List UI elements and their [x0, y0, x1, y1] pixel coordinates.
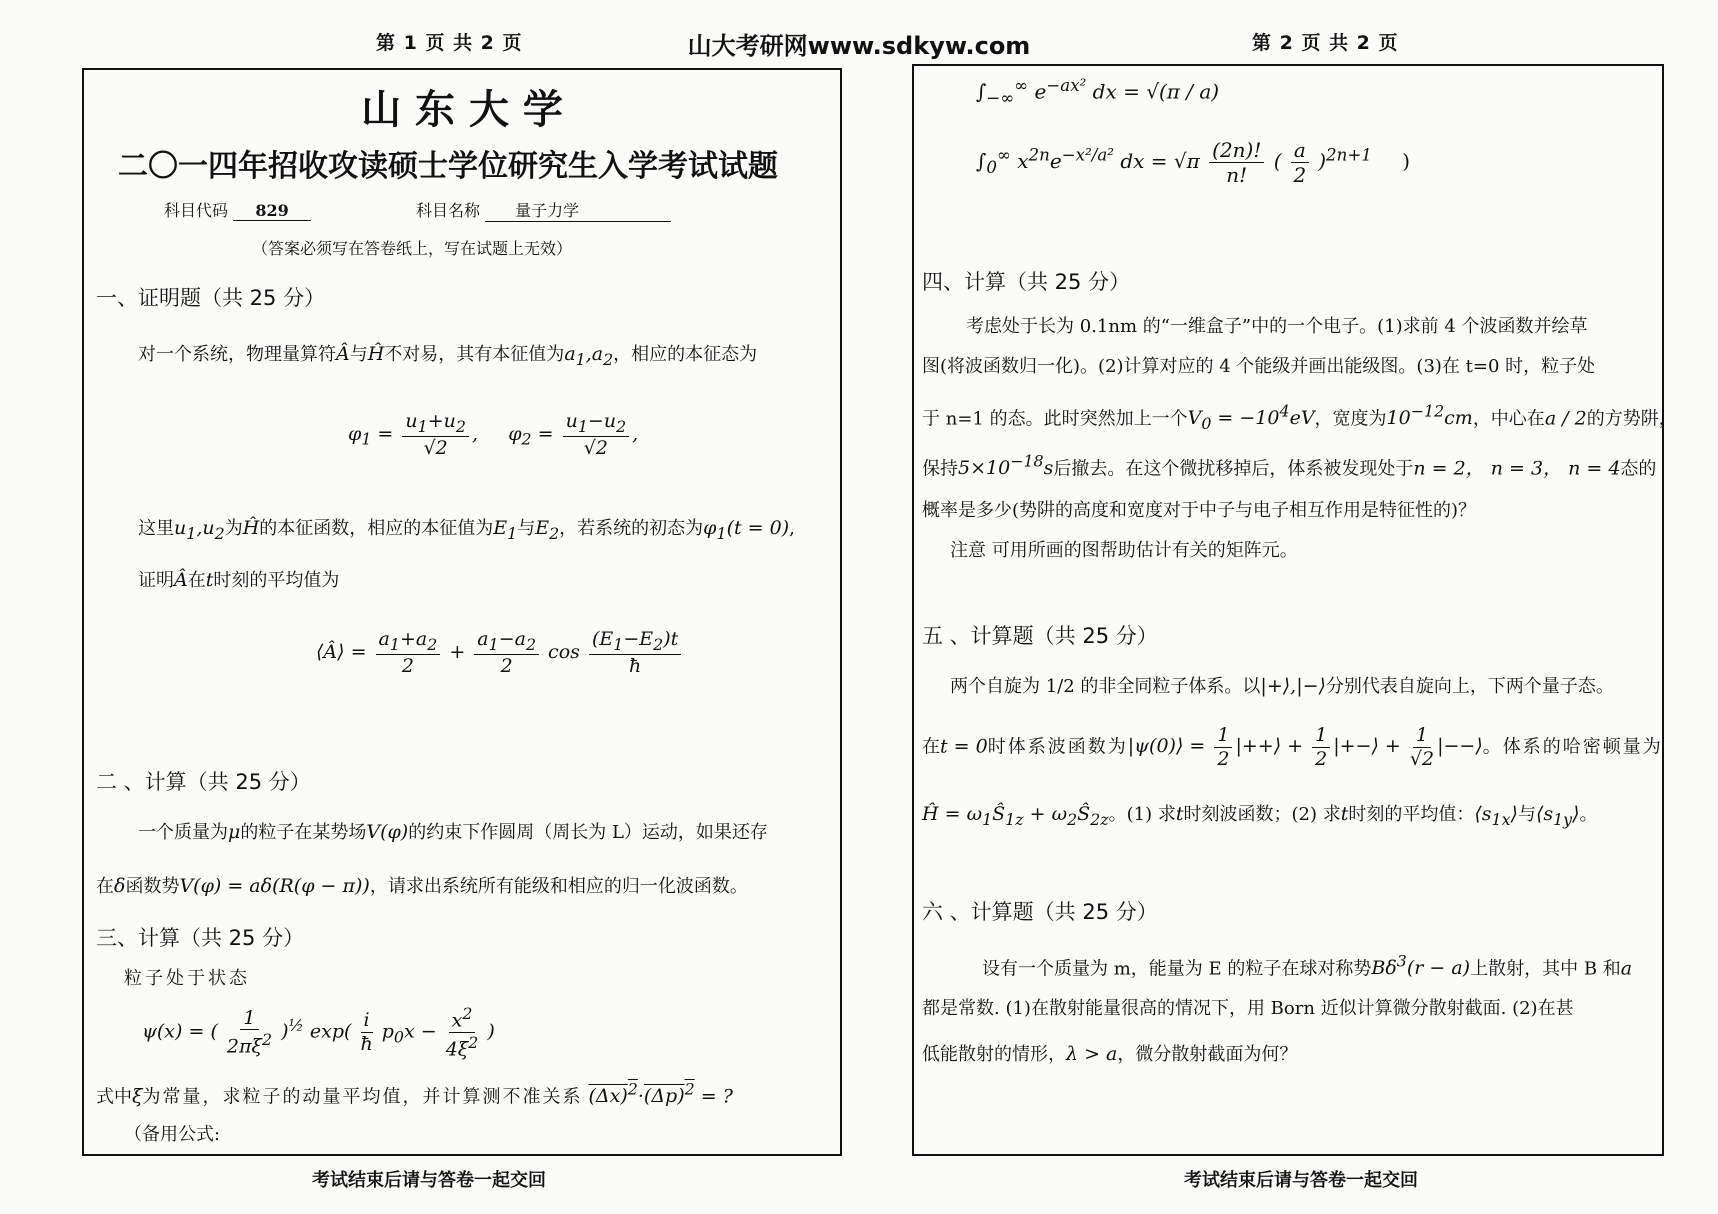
q2-text: ，请求出系统所有能级和相应的归一化波函数。 [369, 876, 748, 897]
page1-frame [82, 68, 842, 1156]
q1-title: 一、证明题（共 25 分） [96, 286, 326, 310]
q1-text: 时刻的平均值为 [213, 570, 340, 591]
q2-text: 一个质量为 [138, 822, 228, 843]
gaussian-integral-2: $\int_0^\infty$ $x^{2n}e^{-x^2/a^2}$ dx = √π $\frac{(2n)!}{n!}$ ( $\frac{a}{2}$ )$^{2n+1}$ ) [976, 138, 1411, 187]
site-title: 山大考研网www.sdkyw.com [687, 32, 1031, 60]
page1-footer: 考试结束后请与答卷一起交回 [312, 1170, 546, 1191]
subject-name-row [416, 198, 671, 222]
initial-wavefunction: |ψ(0)⟩ = $\frac{1}{2}$ |++⟩ + $\frac{1}{2}$ |+−⟩ + $\frac{1}{√2}$ |−−⟩ [1127, 724, 1483, 770]
q5-text: 在 [922, 736, 940, 758]
time-zero: t = 0 [940, 735, 988, 758]
q4-line4 [922, 452, 1656, 480]
potential-V: V(φ) [366, 821, 409, 843]
q1-text: 在 [187, 570, 206, 591]
var-t: t [1175, 803, 1184, 825]
q2-line2 [96, 872, 748, 898]
q5-text: 与 [1517, 804, 1536, 825]
q2-text: 函数势 [125, 876, 180, 897]
well-center: a / 2 [1544, 407, 1587, 430]
delta-shell-potential: $B\delta^3(r - a)$ [1371, 952, 1471, 980]
eigenstates-formula: $\varphi_1$ = $\frac{u_1+u_2}{√2}$ , $\varphi_2$ = $\frac{u_1-u_2}{√2}$ , [348, 410, 639, 459]
spin-kets: |+⟩,|−⟩ [1260, 675, 1326, 697]
q5-line3: Ĥ = $\omega_1Ŝ_{1z}$ + $\omega_2Ŝ_{2z}$。(1) 求t时刻波函数；(2) 求t时刻的平均值：$⟨s_{1x}⟩$与$⟨s_{1y}⟩$。 [922, 803, 1598, 829]
q5-text: 时体系波函数为 [987, 736, 1128, 758]
q5-text: 两个自旋为 1/2 的非全同粒子体系。以 [950, 676, 1261, 697]
functions-u: $u_1,u_2$ [174, 517, 225, 543]
q4-text: ，宽度为 [1314, 408, 1387, 430]
q2-title: 二 、计算（共 25 分） [96, 770, 311, 794]
op-A: Â [174, 569, 188, 591]
q5-title: 五 、计算题（共 25 分） [922, 624, 1158, 648]
avg-s1x: $⟨s_{1x}⟩$ [1474, 803, 1518, 829]
op-H: Ĥ [242, 517, 260, 539]
duration: $5\times 10^{-18}s$ [958, 452, 1054, 480]
q1-text: 为 [224, 518, 243, 539]
code-value: 829 [233, 201, 311, 221]
q6-text: 上散射，其中 B 和 [1470, 958, 1621, 980]
q3-text: 为常量，求粒子的动量平均值，并计算测不准关系 [142, 1086, 583, 1108]
lambda-condition: λ > a [1066, 1043, 1118, 1065]
var-t: t [205, 569, 214, 591]
q3-text: 式中 [96, 1086, 132, 1108]
q4-text: 于 n=1 的态。此时突然加上一个 [922, 408, 1188, 430]
q6-text: ，微分散射截面为何？ [1117, 1044, 1298, 1065]
q3-title: 三、计算（共 25 分） [96, 926, 305, 950]
q4-text: 后撤去。在这个微扰移掉后，体系被发现处于 [1053, 458, 1414, 480]
q3-question [96, 1080, 733, 1108]
q1-condition: 这里$u_1,u_2$为Ĥ的本征函数，相应的本征值为$E_1$与$E_2$，若系统的初态为$\varphi_1(t = 0)$, [138, 517, 795, 543]
op-A: Â [336, 343, 350, 365]
q6-text: 低能散射的情形， [922, 1044, 1066, 1065]
q6-line3 [922, 1040, 1297, 1066]
q1-text: 与 [349, 344, 368, 365]
q1-prove [138, 566, 339, 592]
q4-text: 的方势阱， [1586, 408, 1677, 430]
answer-notice: （答案必须写在答卷纸上，写在试题上无效） [252, 239, 573, 258]
page2-header: 第 2 页 共 2 页 [1252, 32, 1399, 54]
q6-text: 设有一个质量为 m，能量为 E 的粒子在球对称势 [982, 958, 1372, 980]
subject-code-row [164, 198, 311, 221]
delta-potential: V(φ) = aδ(R(φ − π)) [179, 875, 370, 897]
op-H: Ĥ [367, 343, 385, 365]
uncertainty-relation: $(\Delta x)^2\cdot(\Delta p)^2$ = ? [588, 1080, 733, 1108]
q1-text: 的本征函数，相应的本征值为 [259, 518, 494, 539]
avg-s1y: $⟨s_{1y}⟩$ [1535, 803, 1580, 829]
q4-note: 注意 可用所画的图帮助估计有关的矩阵元。 [950, 540, 1298, 561]
q3-formula-note: （备用公式: [124, 1124, 221, 1145]
hamiltonian: Ĥ = $\omega_1Ŝ_{1z}$ + $\omega_2Ŝ_{2z}$ [922, 803, 1109, 829]
q5-text: 分别代表自旋向上，下两个量子态。 [1325, 676, 1614, 697]
page2-frame [912, 64, 1664, 1156]
q6-line2: 都是常数. (1)在散射能量很高的情况下，用 Born 近似计算微分散射截面. (2)在甚 [922, 998, 1574, 1019]
q3-state-label: 粒子处于状态 [124, 968, 250, 989]
initial-state: $\varphi_1(t = 0)$ [703, 517, 790, 543]
q4-title: 四、计算（共 25 分） [922, 270, 1131, 294]
q4-line5: 概率是多少(势阱的高度和宽度对于中子与电子相互作用是特征性的)？ [922, 500, 1477, 521]
q1-text: ，若系统的初态为 [559, 518, 704, 539]
code-label: 科目代码 [164, 201, 229, 220]
q1-text: 对一个系统，物理量算符 [138, 344, 336, 365]
const-a: a [1620, 957, 1633, 980]
q4-text: 保持 [922, 458, 958, 480]
page1-header: 第 1 页 共 2 页 [376, 32, 523, 54]
energy-E2: $E_2$ [535, 517, 560, 543]
gaussian-integral-1: $\int_{-\infty}^\infty$ $e^{-ax^2}$ dx = √(π / a) [976, 76, 1220, 108]
wavefunction-formula: ψ(x) = ( $\frac{1}{2\pi\xi^2}$ )$^{\frac{1}{2}}$ exp( $\frac{i}{ħ}$ $p_0x$ − $\frac{x^2}{4\xi^2}$ ) [142, 1004, 495, 1061]
q5-text: 时刻波函数；(2) 求 [1183, 804, 1341, 825]
q1-text: 不对易，其有本征值为 [384, 344, 565, 365]
average-A-formula: ⟨Â⟩ = $\frac{a_1+a_2}{2}$ + $\frac{a_1-a_2}{2}$ cos $\frac{(E_1-E_2)t}{ħ}$ [316, 628, 684, 678]
q4-line1: 考虑处于长为 0.1nm 的“一维盒子”中的一个电子。(1)求前 4 个波函数并绘草 [966, 316, 1588, 337]
q2-text: 在 [96, 876, 114, 897]
var-t: t [1340, 803, 1349, 825]
well-depth: $V_0 = -10^4eV$ [1187, 402, 1315, 434]
q4-text: 态的 [1620, 458, 1657, 480]
q1-text: 证明 [138, 570, 174, 591]
q1-intro [138, 340, 757, 369]
subject-value: 量子力学 [485, 198, 671, 222]
q6-line1 [982, 952, 1632, 980]
q4-line3 [922, 402, 1677, 433]
q5-line1 [950, 672, 1614, 698]
page2-footer: 考试结束后请与答卷一起交回 [1184, 1170, 1418, 1191]
q1-text: 与 [517, 518, 536, 539]
q2-line1 [138, 818, 768, 844]
eigenvalues-a: $a_1,a_2$ [564, 343, 614, 369]
mass-mu: μ [228, 821, 241, 843]
states-n: n = 2， n = 3， n = 4 [1413, 457, 1621, 480]
q4-line2: 图(将波函数归一化)。(2)计算对应的 4 个能级并画出能级图。(3)在 t=0 时，粒子处 [922, 356, 1596, 377]
q1-text: ，相应的本征态为 [613, 344, 758, 365]
subject-label: 科目名称 [416, 201, 481, 220]
delta-symbol: δ [114, 875, 126, 897]
q5-text: 。体系的哈密顿量为 [1482, 736, 1663, 758]
q1-text: 这里 [138, 518, 174, 539]
q2-text: 的约束下作圆周（周长为 L）运动，如果还存 [408, 822, 768, 843]
q5-text: 。(1) 求 [1108, 804, 1176, 825]
university-name: 山 东 大 学 [361, 87, 563, 133]
q5-line2 [922, 724, 1663, 771]
q4-text: ，中心在 [1472, 408, 1545, 430]
q5-text: 时刻的平均值： [1348, 804, 1475, 825]
q6-title: 六 、计算题（共 25 分） [922, 900, 1158, 924]
const-xi: ξ [132, 1085, 143, 1108]
well-width: $10^{-12}cm$ [1386, 402, 1473, 430]
q2-text: 的粒子在某势场 [240, 822, 367, 843]
energy-E1: $E_1$ [493, 517, 518, 543]
exam-title: 二〇一四年招收攻读硕士学位研究生入学考试试题 [118, 149, 778, 184]
